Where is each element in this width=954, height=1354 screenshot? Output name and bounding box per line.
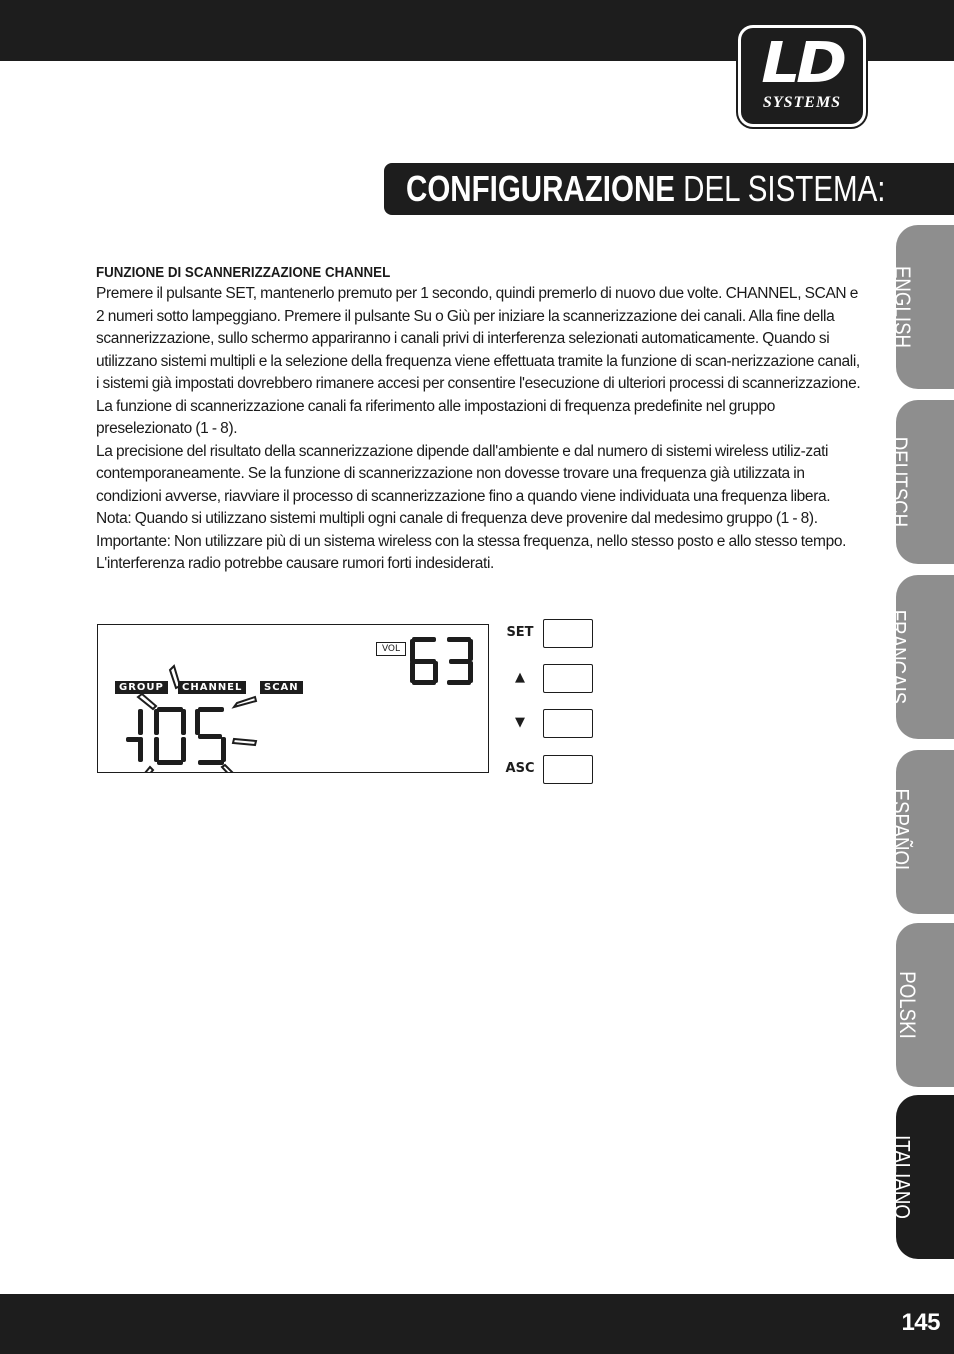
- asc-button-label: ASC: [505, 761, 535, 776]
- set-button[interactable]: [543, 619, 593, 648]
- page-title: [406, 168, 885, 210]
- tab-francais-label: FRANCAIS: [885, 609, 911, 705]
- page-title-band: [384, 163, 954, 215]
- down-button[interactable]: [543, 709, 593, 738]
- page-title-light: DEL SISTEMA:: [683, 168, 886, 209]
- tab-deutsch-label: DEUTSCH: [887, 436, 913, 528]
- up-button[interactable]: [543, 664, 593, 693]
- ld-systems-logo: [741, 28, 863, 124]
- tab-italiano[interactable]: [889, 1095, 954, 1259]
- set-button-label: SET: [506, 625, 534, 640]
- tab-polski-label: POLSKI: [895, 971, 921, 1039]
- up-button-row: [500, 664, 600, 694]
- tab-deutsch[interactable]: [887, 400, 954, 564]
- tab-italiano-label: ITALIANO: [889, 1135, 915, 1219]
- paragraph: Nota: Quando si utilizzano sistemi multipli ogni canale di frequenza deve provenire dal medesimo gruppo (1 - 8).: [96, 510, 818, 527]
- logo-mark: LD: [761, 31, 843, 96]
- tab-polski[interactable]: [896, 923, 954, 1087]
- paragraph: Importante: Non utilizzare più di un sistema wireless con la stessa frequenza, nello stesso posto e allo stesso tempo. L'interferenza radio potrebbe causare rumori forti indesiderati.: [96, 532, 847, 572]
- set-button-row: [500, 619, 600, 649]
- main-content: [96, 263, 862, 576]
- tab-espanol[interactable]: [888, 750, 954, 914]
- asc-button[interactable]: [543, 755, 593, 784]
- vol-label: VOL: [376, 642, 406, 656]
- up-arrow-icon: ▲: [515, 670, 525, 685]
- page-title-bold: CONFIGURAZIONE: [406, 168, 675, 209]
- down-arrow-icon: ▼: [515, 715, 525, 730]
- vol-digits: [410, 637, 473, 685]
- channel-label: CHANNEL: [178, 681, 246, 694]
- tab-english[interactable]: [890, 225, 954, 389]
- page-number: 145: [901, 1309, 940, 1336]
- section-heading: FUNZIONE DI SCANNERIZZAZIONE CHANNEL: [96, 265, 391, 281]
- down-button-row: [500, 709, 600, 739]
- bottom-bar: [0, 1294, 954, 1354]
- tab-francais[interactable]: [885, 575, 954, 739]
- tab-espanol-label: ESPAÑOL: [888, 788, 914, 876]
- group-label: GROUP: [115, 681, 168, 694]
- paragraph: La precisione del risultato della scannerizzazione dipende dall'ambiente e dal numero di sistemi wireless utiliz-zati contemporaneamente. Se la funzione di scannerizzazione non dovesse trovare una frequenza già utilizzata in condizioni avverse, riavviare il processo di scannerizzazione fino a quando viene individuata una frequenza libera.: [96, 442, 831, 505]
- tab-english-label: ENGLISH: [890, 265, 916, 349]
- main-digits: [126, 707, 226, 765]
- scan-label: SCAN: [260, 681, 303, 694]
- asc-button-row: [500, 755, 600, 785]
- logo-subtext: SYSTEMS: [762, 94, 842, 111]
- lcd-display: [97, 624, 489, 773]
- paragraph: Premere il pulsante SET, mantenerlo premuto per 1 secondo, quindi premerlo di nuovo due volte. CHANNEL, SCAN e 2 numeri sotto lampeggiano. Premere il pulsante Su o Giù per iniziare la scannerizzazione dei canali. Alla fine della scannerizzazione, sullo schermo appariranno i canali privi di interferenza selezionati automaticamente. Quando si utilizzano sistemi multipli e la selezione della frequenza viene effettuata tramite la funzione di scan-nerizzazione canali, i sistemi già impostati dovrebbero rimanere accesi per consentire l'esecuzione di ulteriori processi di scannerizzazione. La funzione di scannerizzazione canali fa riferimento alle impostazioni di frequenza predefinite nel gruppo preselezionato (1 - 8).: [96, 285, 861, 437]
- lcd-graphics: [98, 625, 488, 772]
